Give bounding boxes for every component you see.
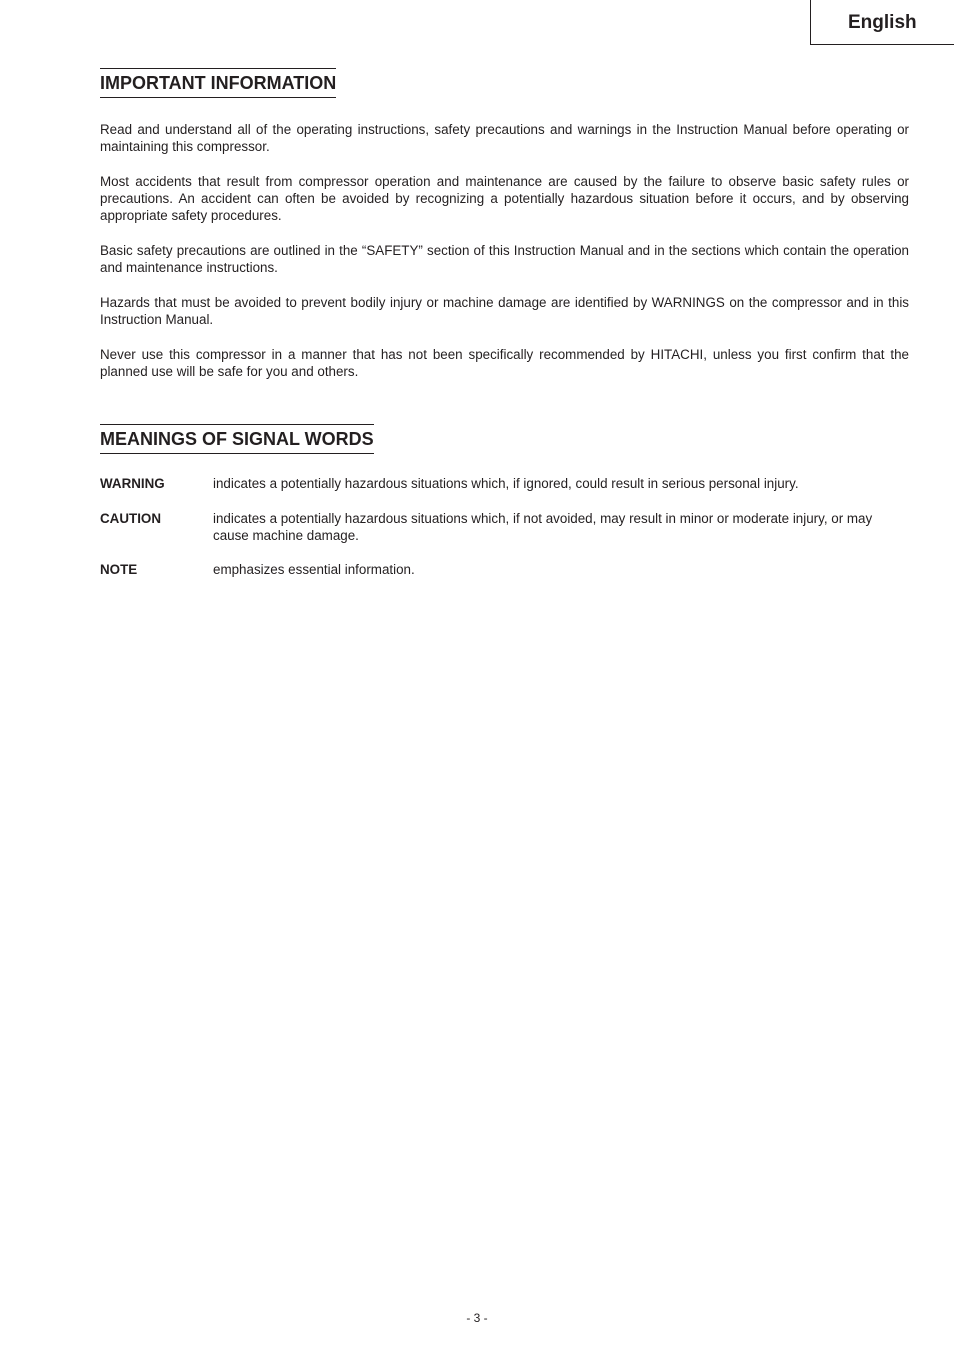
paragraph-hazards: Hazards that must be avoided to prevent bodily injury or machine damage are identified by WARNINGS on the compressor and in this Instruction Manual. xyxy=(100,295,909,328)
signal-words-heading: MEANINGS OF SIGNAL WORDS xyxy=(100,424,374,454)
language-tab: English xyxy=(810,0,954,45)
signal-definition-warning: indicates a potentially hazardous situations which, if ignored, could result in serious personal injury. xyxy=(213,476,799,491)
important-information-heading: IMPORTANT INFORMATION xyxy=(100,68,336,98)
page-number: - 3 - xyxy=(466,1311,488,1325)
signal-term-note: NOTE xyxy=(100,562,138,577)
paragraph-basic-precautions: Basic safety precautions are outlined in the “SAFETY” section of this Instruction Manual and in the sections which contain the operation and maintenance instructions. xyxy=(100,243,909,276)
paragraph-accidents: Most accidents that result from compressor operation and maintenance are caused by the failure to observe basic safety rules or precautions. An accident can often be avoided by recognizing a potentially hazardous situation before it occurs, and by observing appropriate safety procedures. xyxy=(100,174,909,224)
paragraph-never-use: Never use this compressor in a manner that has not been specifically recommended by HITACHI, unless you first confirm that the planned use will be safe for you and others. xyxy=(100,347,909,380)
signal-term-warning: WARNING xyxy=(100,476,165,491)
signal-definition-note: emphasizes essential information. xyxy=(213,562,415,577)
paragraph-read-instructions: Read and understand all of the operating instructions, safety precautions and warnings in the Instruction Manual before operating or maintaining this compressor. xyxy=(100,122,909,155)
signal-term-caution: CAUTION xyxy=(100,511,161,526)
signal-definition-caution: indicates a potentially hazardous situations which, if not avoided, may result in minor or moderate injury, or may cause machine damage. xyxy=(213,511,873,544)
